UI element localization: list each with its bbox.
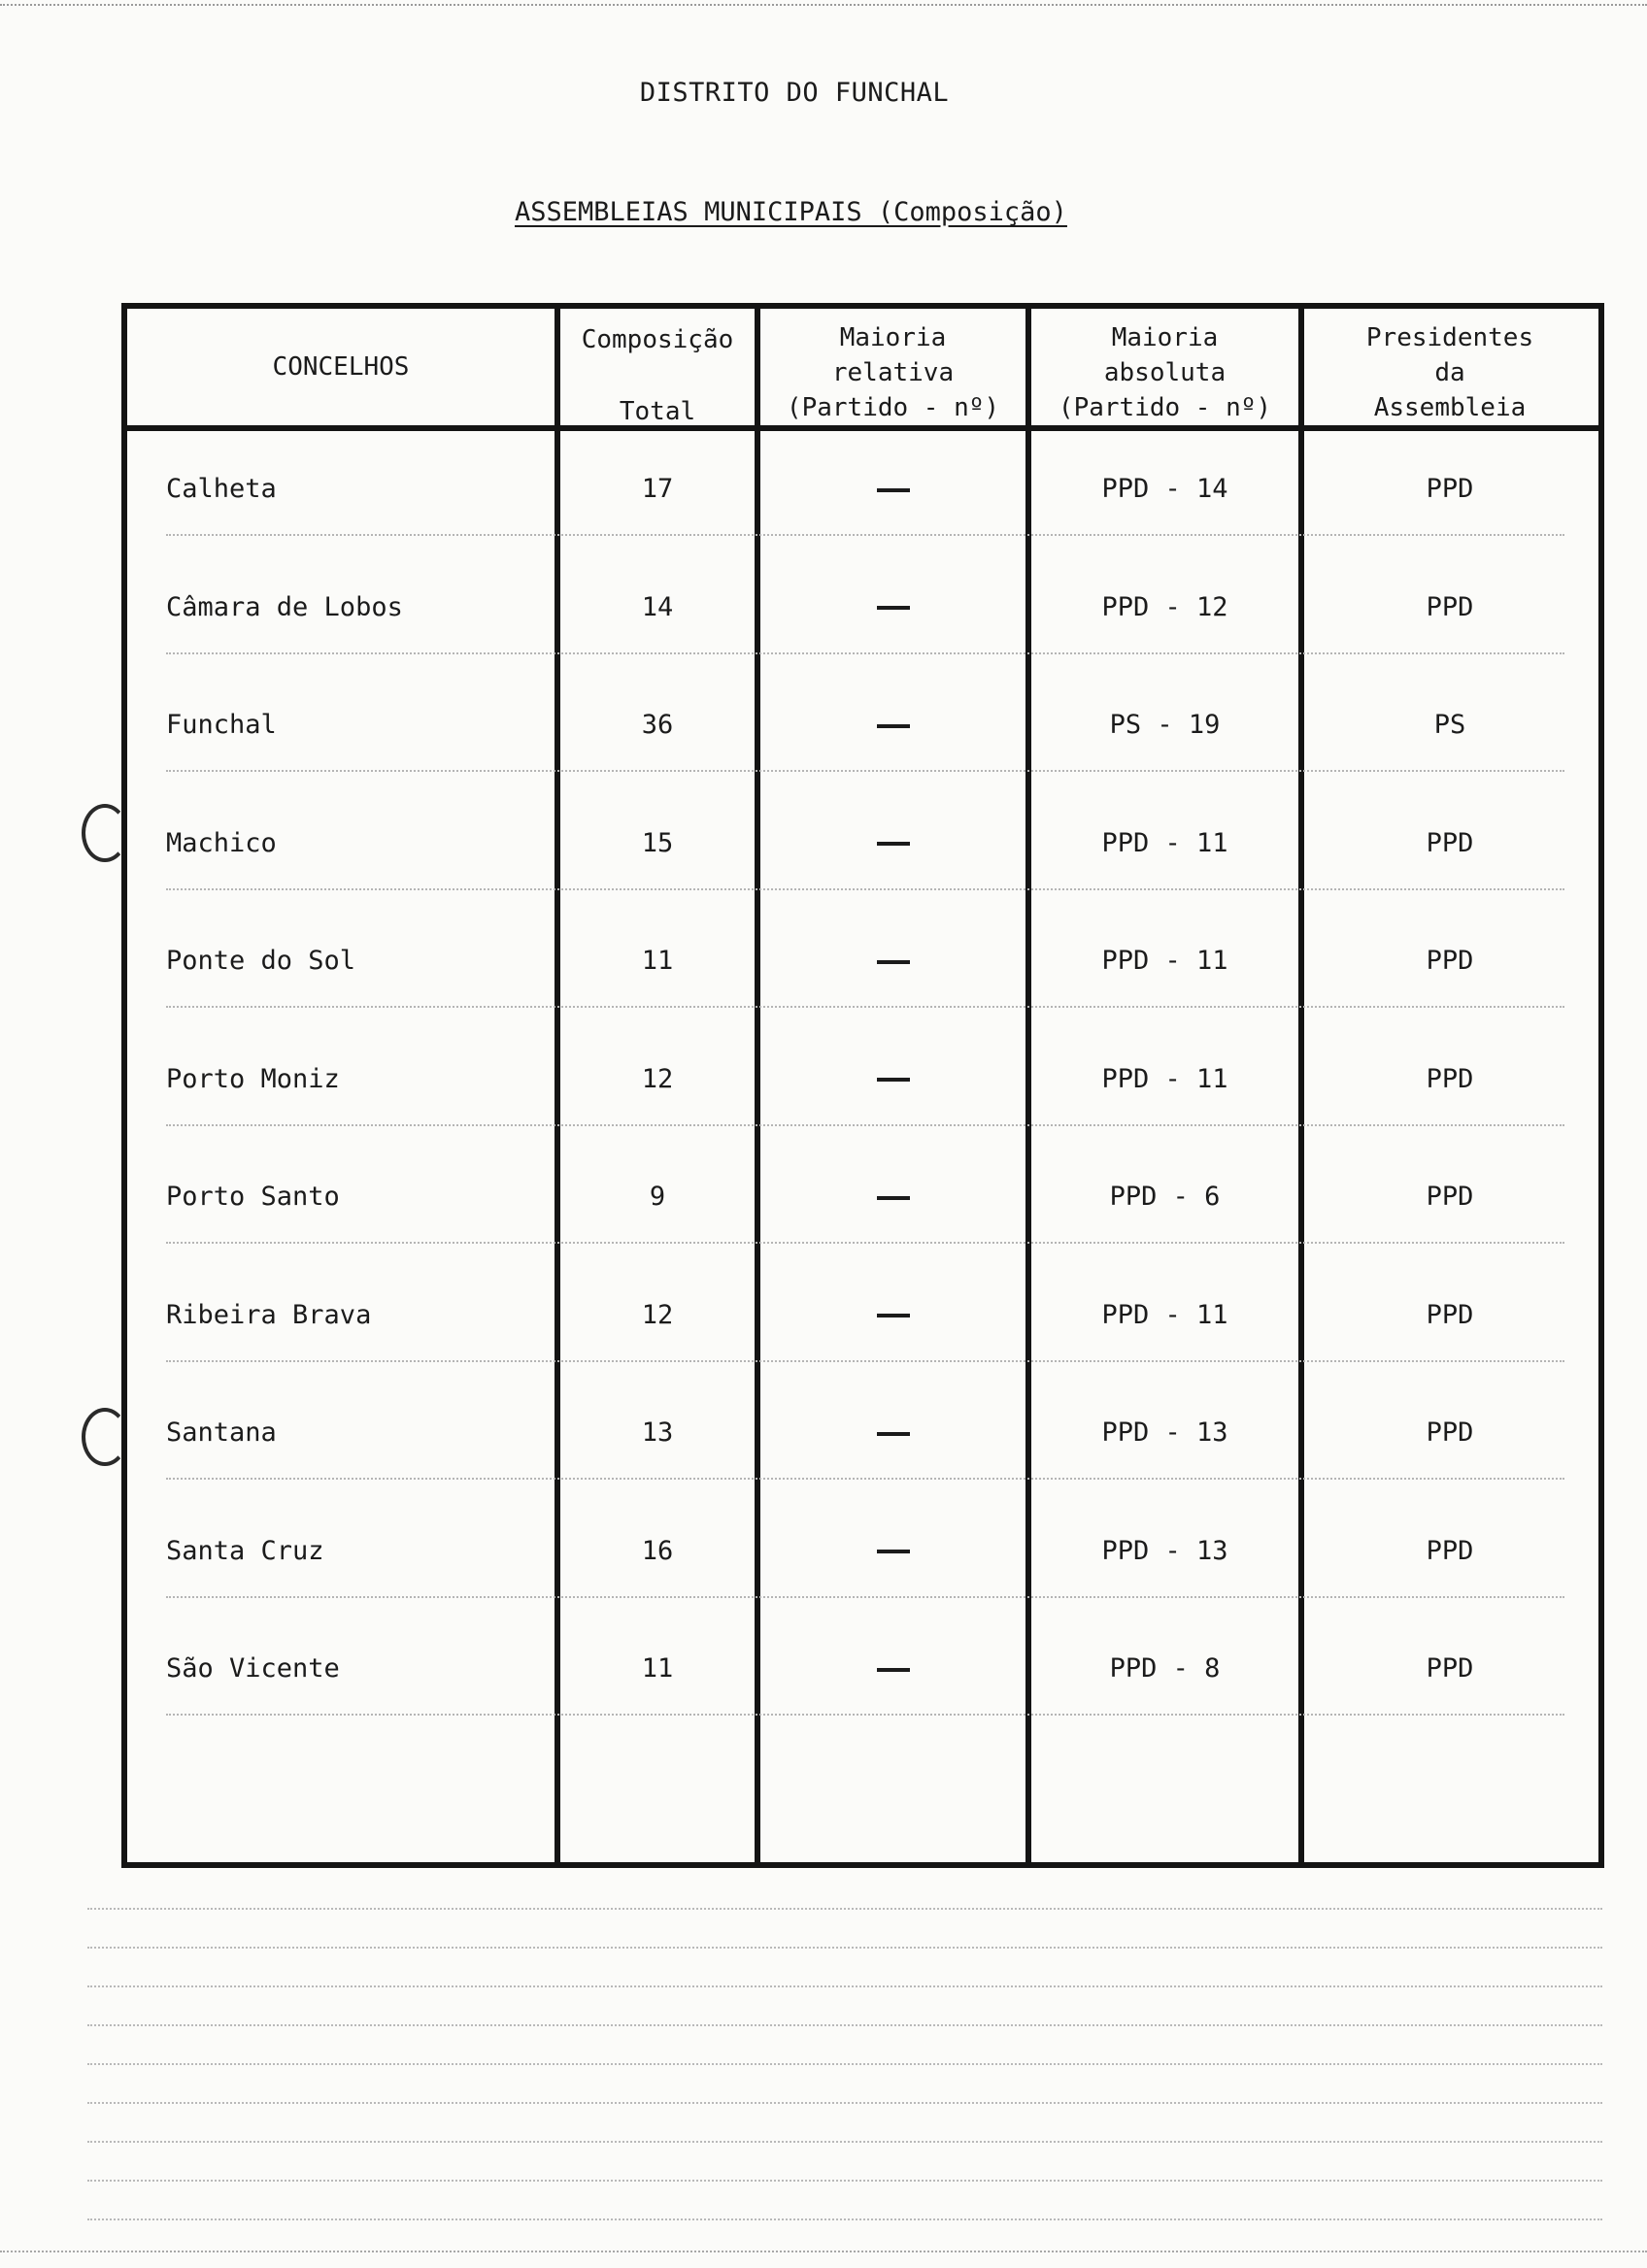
concelho-name: São Vicente: [166, 1653, 340, 1684]
row-ruling: [166, 652, 1564, 654]
maioria-relativa-empty: [760, 946, 1025, 976]
concelho-name: Porto Moniz: [166, 1063, 340, 1094]
maioria-relativa-empty: [760, 1064, 1025, 1094]
concelho-name: Santana: [166, 1418, 277, 1448]
blank-line: [87, 2141, 1602, 2143]
presidente-partido: PS: [1433, 710, 1466, 740]
maioria-relativa-empty: [760, 592, 1025, 622]
maioria-relativa-empty: [760, 1300, 1025, 1330]
concelho-name: Calheta: [166, 474, 277, 504]
header-maioria-relativa: Maioria relativa (Partido - nº): [786, 323, 1000, 422]
maioria-relativa-empty: [760, 1418, 1025, 1448]
maioria-relativa-empty: [760, 1536, 1025, 1566]
row-ruling: [166, 888, 1564, 890]
row-ruling: [166, 1242, 1564, 1244]
row-ruling: [166, 1596, 1564, 1598]
header-maioria-absoluta: Maioria absoluta (Partido - nº): [1058, 323, 1272, 422]
dash-mark: [877, 1668, 910, 1672]
dash-mark: [877, 606, 910, 610]
composicao-total: 15: [641, 827, 674, 858]
maioria-absoluta: PPD - 14: [1101, 474, 1228, 504]
row-ruling: [166, 534, 1564, 536]
maioria-absoluta: PPD - 11: [1101, 946, 1228, 976]
blank-line: [87, 1985, 1602, 1987]
composicao-total: 16: [641, 1535, 674, 1566]
presidente-partido: PPD: [1426, 1063, 1474, 1094]
blank-line: [87, 1908, 1602, 1910]
maioria-relativa-empty: [760, 710, 1025, 740]
blank-line: [87, 2218, 1602, 2220]
concelho-name: Santa Cruz: [166, 1535, 324, 1566]
composicao-total: 36: [641, 710, 674, 740]
maioria-relativa-empty: [760, 1182, 1025, 1212]
blank-line: [87, 2024, 1602, 2026]
maioria-relativa-empty: [760, 474, 1025, 504]
dash-mark: [877, 960, 910, 964]
district-title: DISTRITO DO FUNCHAL: [639, 78, 950, 108]
dash-mark: [877, 1078, 910, 1082]
maioria-absoluta: PPD - 11: [1101, 827, 1228, 858]
presidente-partido: PPD: [1426, 1182, 1474, 1212]
presidente-partido: PPD: [1426, 1535, 1474, 1566]
row-ruling: [166, 1478, 1564, 1480]
header-composicao: Composição Total: [581, 325, 734, 426]
row-ruling: [166, 1124, 1564, 1126]
dash-mark: [877, 1314, 910, 1317]
composicao-total: 11: [641, 946, 674, 976]
row-ruling: [166, 1360, 1564, 1362]
table-title: ASSEMBLEIAS MUNICIPAIS (Composição): [515, 197, 1067, 227]
presidente-partido: PPD: [1426, 827, 1474, 858]
dash-mark: [877, 1196, 910, 1200]
composition-table: [121, 303, 1604, 1868]
concelho-name: Machico: [166, 827, 277, 858]
dash-mark: [877, 488, 910, 492]
maioria-absoluta: PPD - 13: [1101, 1535, 1228, 1566]
concelho-name: Câmara de Lobos: [166, 591, 403, 622]
dash-mark: [877, 724, 910, 728]
blank-line: [87, 2180, 1602, 2182]
row-ruling: [166, 770, 1564, 772]
composicao-total: 14: [641, 591, 674, 622]
presidente-partido: PPD: [1426, 1299, 1474, 1330]
row-ruling: [166, 1006, 1564, 1008]
concelho-name: Porto Santo: [166, 1182, 340, 1212]
composicao-total: 12: [641, 1063, 674, 1094]
blank-line: [87, 2063, 1602, 2065]
maioria-absoluta: PPD - 11: [1101, 1299, 1228, 1330]
composicao-total: 17: [641, 474, 674, 504]
row-ruling: [166, 1714, 1564, 1716]
presidente-partido: PPD: [1426, 591, 1474, 622]
maioria-absoluta: PPD - 12: [1101, 591, 1228, 622]
maioria-relativa-empty: [760, 1653, 1025, 1684]
maioria-relativa-empty: [760, 828, 1025, 858]
composicao-total: 11: [641, 1653, 674, 1684]
header-divider: [127, 425, 1598, 431]
blank-line: [87, 1947, 1602, 1949]
maioria-absoluta: PPD - 11: [1101, 1063, 1228, 1094]
composicao-total: 12: [641, 1299, 674, 1330]
dash-mark: [877, 1432, 910, 1436]
dash-mark: [877, 1550, 910, 1553]
presidente-partido: PPD: [1426, 1653, 1474, 1684]
composicao-total: 13: [641, 1418, 674, 1448]
maioria-absoluta: PPD - 6: [1109, 1182, 1221, 1212]
dash-mark: [877, 842, 910, 846]
page-bottom-edge: [0, 2251, 1647, 2252]
presidente-partido: PPD: [1426, 946, 1474, 976]
header-concelhos: CONCELHOS: [272, 352, 410, 382]
presidente-partido: PPD: [1426, 1418, 1474, 1448]
presidente-partido: PPD: [1426, 474, 1474, 504]
concelho-name: Funchal: [166, 710, 277, 740]
header-presidentes: Presidentes da Assembleia: [1365, 323, 1534, 422]
maioria-absoluta: PPD - 8: [1109, 1653, 1221, 1684]
concelho-name: Ponte do Sol: [166, 946, 356, 976]
composicao-total: 9: [649, 1182, 666, 1212]
blank-line: [87, 2102, 1602, 2104]
maioria-absoluta: PPD - 13: [1101, 1418, 1228, 1448]
concelho-name: Ribeira Brava: [166, 1299, 372, 1330]
maioria-absoluta: PS - 19: [1109, 710, 1221, 740]
page-top-edge: [0, 4, 1647, 6]
